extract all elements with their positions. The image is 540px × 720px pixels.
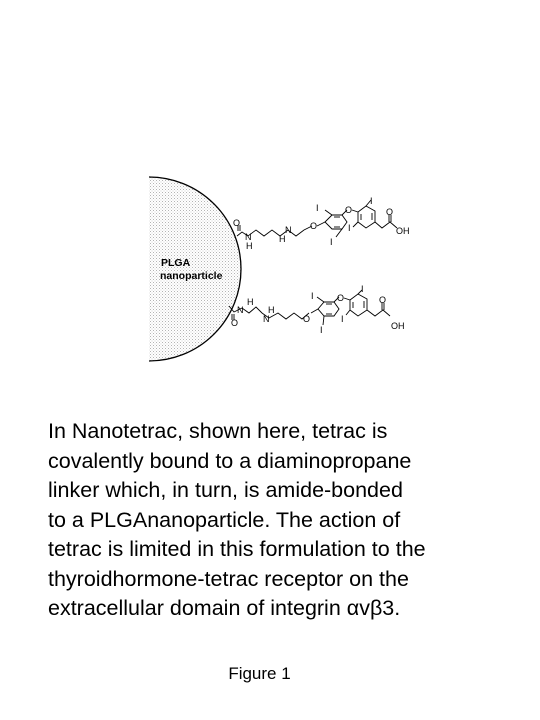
upper-amide-nitrogen: N — [245, 232, 252, 242]
lower-iodine-3: I — [361, 284, 364, 294]
lower-ether-oxygen: O — [303, 314, 311, 324]
upper-iodine-3: I — [370, 196, 373, 206]
upper-amide-oxygen: O — [233, 218, 241, 228]
lower-amine-nitrogen: N — [263, 314, 270, 324]
upper-iodine-2: I — [330, 237, 333, 247]
lower-amide-nitrogen: N — [237, 305, 244, 315]
upper-hydroxyl: OH — [396, 226, 410, 236]
plga-nanoparticle — [57, 177, 241, 361]
lower-hydroxyl: OH — [391, 321, 405, 331]
lower-amide-oxygen: O — [231, 318, 239, 328]
upper-carbonyl-oxygen: O — [386, 207, 394, 217]
upper-bridge-oxygen: O — [345, 205, 353, 215]
upper-amine-nitrogen: N — [285, 225, 292, 235]
lower-iodine-2: I — [320, 325, 323, 335]
figure-caption: In Nanotetrac, shown here, tetrac is covalently bound to a diaminopropane linker which, in turn, is amide-bonded to a PLGAnanoparticle. The action of tetrac is limited in this formulation to the thyroidhormone-tetrac receptor on the extracellular domain of integrin αvβ3. — [48, 419, 426, 620]
nanoparticle-label-line1: PLGA — [161, 257, 191, 269]
upper-iodine-4: I — [348, 223, 351, 233]
upper-amide-hydrogen: H — [246, 241, 253, 251]
lower-carbonyl-oxygen: O — [379, 295, 387, 305]
figure-number-label: Figure 1 — [228, 664, 291, 683]
lower-iodine-1: I — [311, 291, 314, 301]
upper-ether-oxygen: O — [310, 221, 318, 231]
lower-iodine-4: I — [341, 314, 344, 324]
lower-bridge-oxygen: O — [337, 293, 345, 303]
nanoparticle-label-line2: nanoparticle — [160, 270, 223, 282]
lower-amine-hydrogen: H — [268, 305, 275, 315]
upper-iodine-1: I — [316, 203, 319, 213]
lower-amide-hydrogen: H — [247, 297, 254, 307]
upper-amine-hydrogen: H — [279, 234, 286, 244]
